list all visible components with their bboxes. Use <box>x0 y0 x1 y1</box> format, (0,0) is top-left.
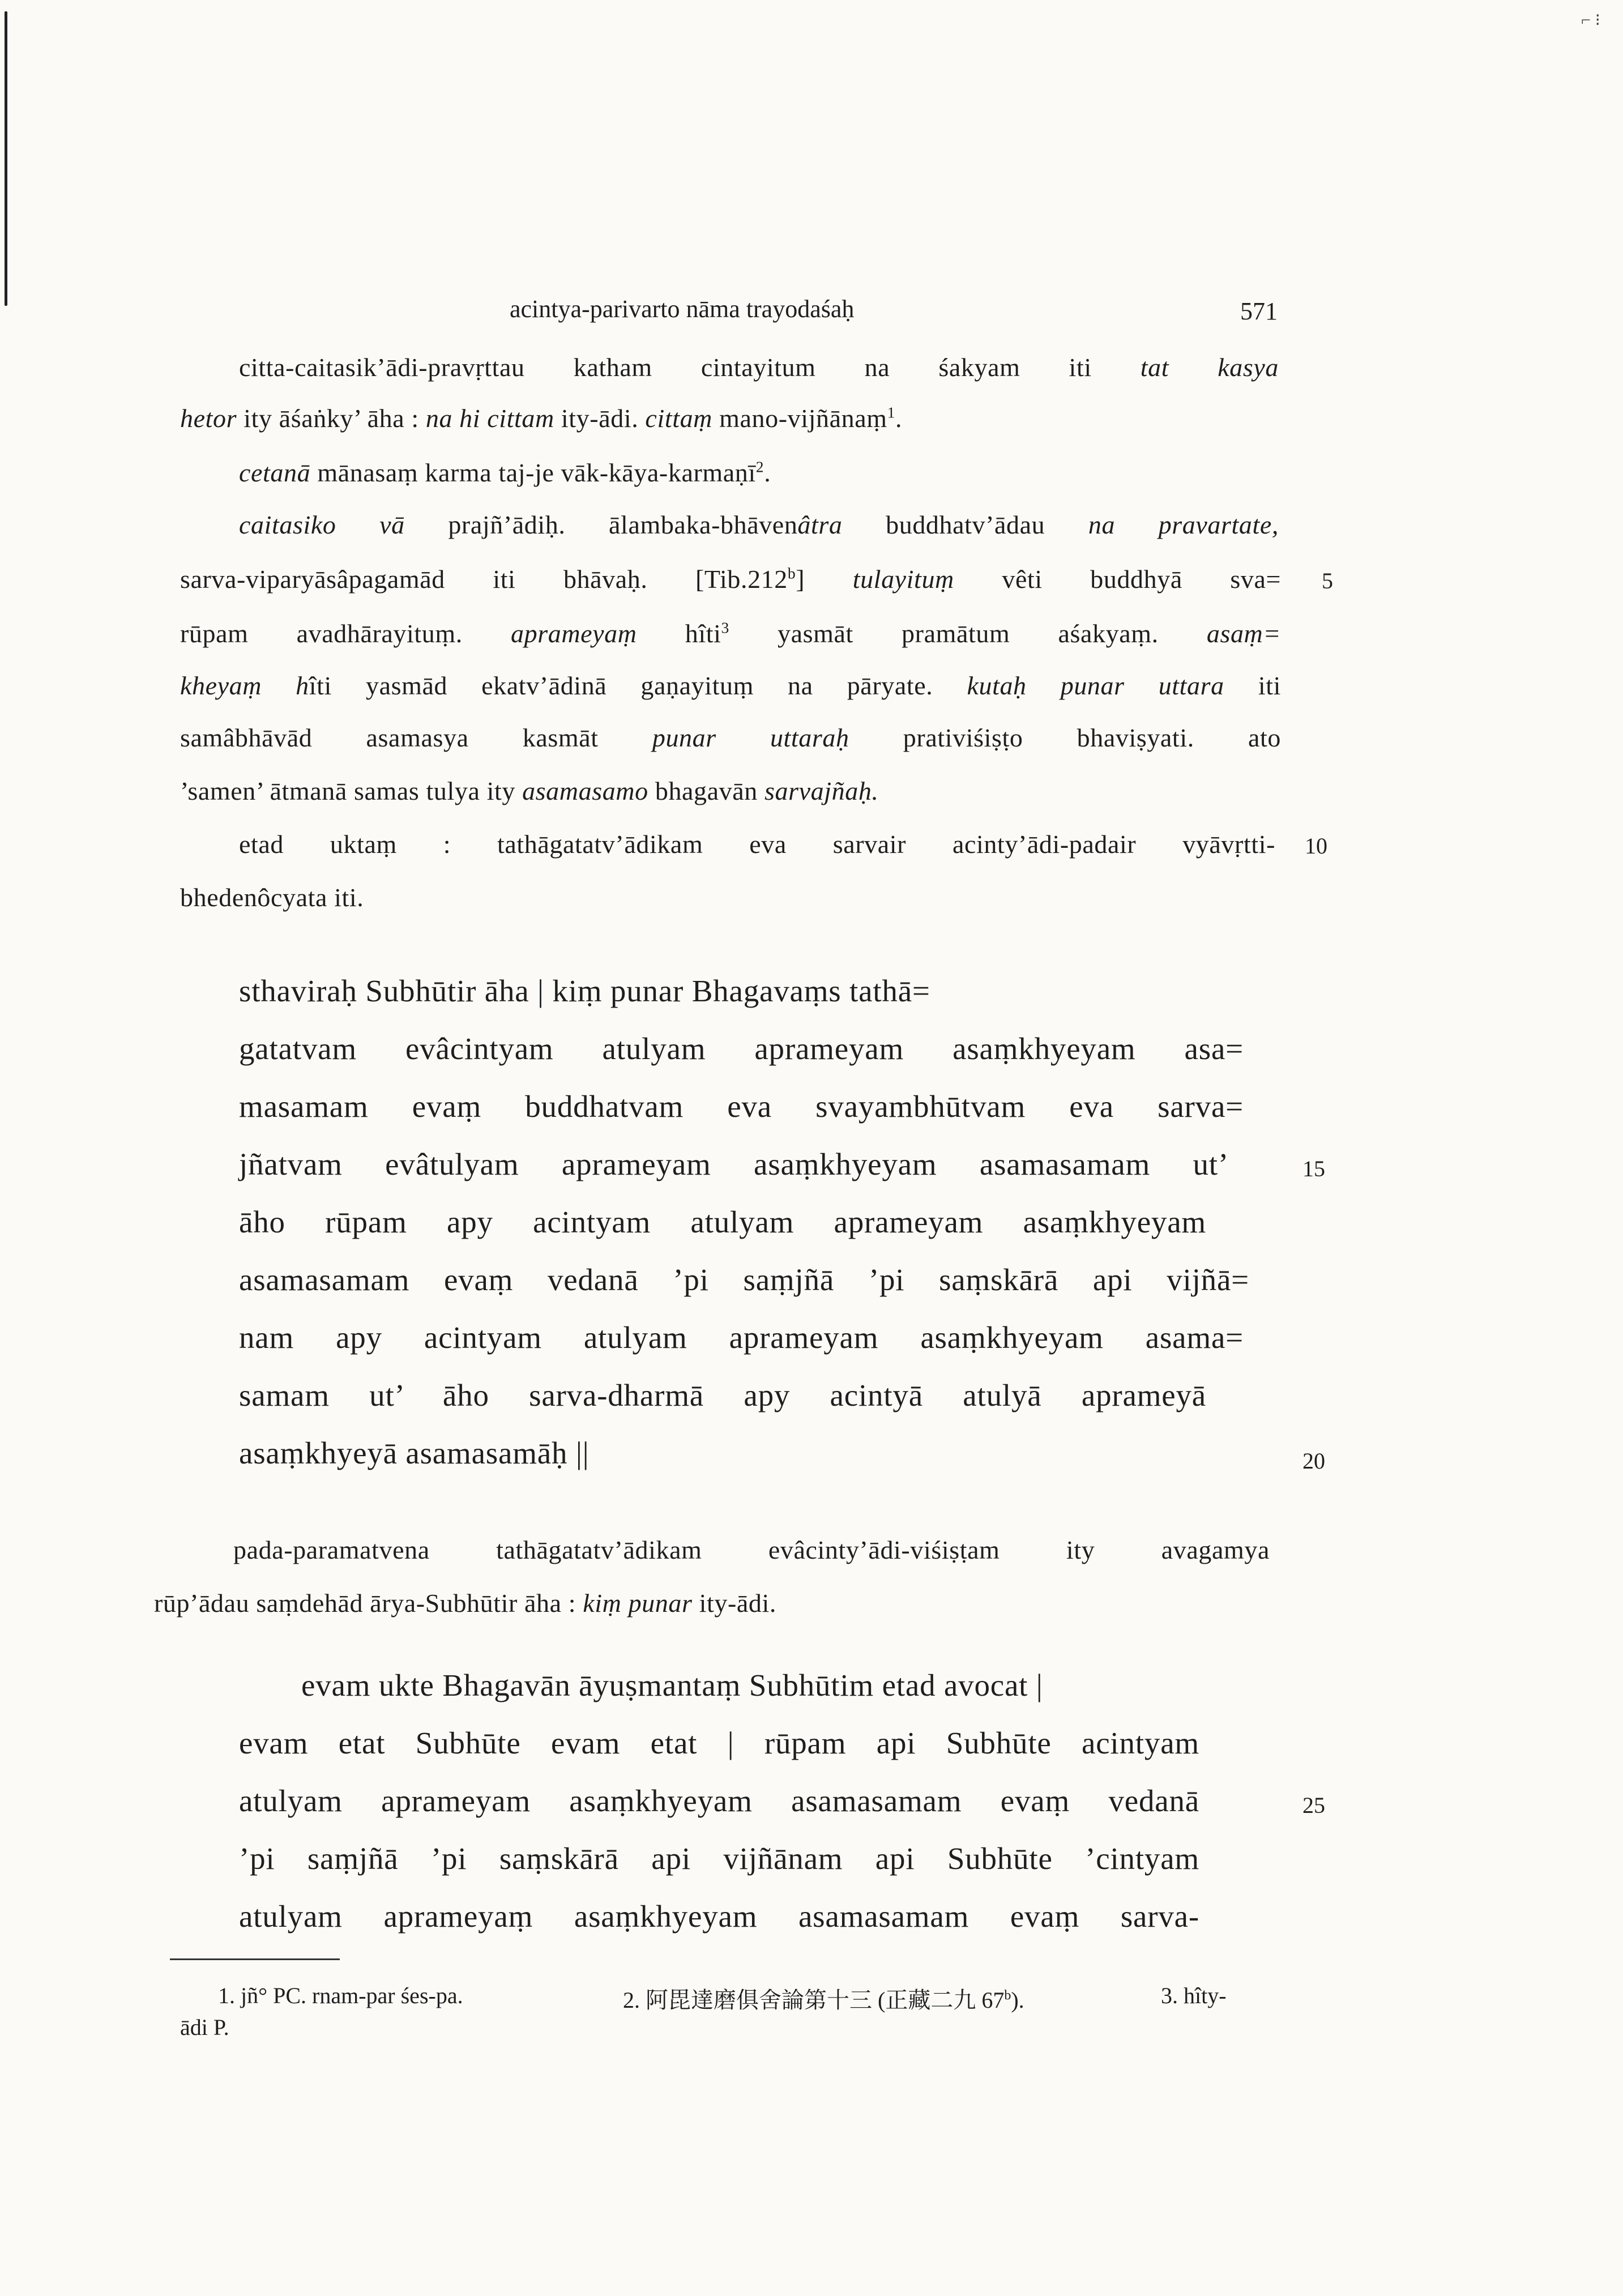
text-line: āho rūpam apy acintyam atulyam aprameyam asaṃkhyeyam <box>239 1205 1206 1239</box>
text-line: sthaviraḥ Subhūtir āha | kiṃ punar Bhagavaṃs tathā= <box>239 974 930 1008</box>
commentary-line: etad uktaṃ : tathāgatatv’ādikam eva sarvair acinty’ādi-padair vyāvṛtti- <box>239 830 1275 859</box>
commentary-line: citta-caitasik’ādi-pravṛttau katham cintayitum na śakyam iti tat kasya <box>239 353 1279 382</box>
commentary-line: rūp’ādau saṃdehād ārya-Subhūtir āha : kiṃ punar ity-ādi. <box>154 1589 776 1618</box>
commentary-line: sarva-viparyāsâpagamād iti bhāvaḥ. [Tib.212$^b$] tulayituṃ vêti buddhyā sva= <box>180 564 1282 594</box>
line-number: 25 <box>1302 1793 1325 1818</box>
commentary-line: rūpam avadhārayituṃ. aprameyaṃ hîti$^3$ yasmāt pramātum aśakyaṃ. asaṃ= <box>180 618 1282 648</box>
line-number: 15 <box>1302 1156 1325 1181</box>
commentary-line: ’samen’ ātmanā samas tulya ity asamasamo bhagavān sarvajñaḥ. <box>180 776 879 805</box>
footnote-3-continued: ādi P. <box>180 2015 229 2040</box>
text-line: ’pi saṃjñā ’pi saṃskārā api vijñānam api Subhūte ’cintyam <box>239 1841 1199 1876</box>
commentary-line: hetor ity āśaṅky’ āha : na hi cittam ity-ādi. cittaṃ mano-vijñānaṃ$^1$. <box>180 403 903 433</box>
footnote-rule <box>170 1958 340 1960</box>
commentary-line: samâbhāvād asamasya kasmāt punar uttaraḥ prativiśiṣṭo bhaviṣyati. ato <box>180 723 1281 752</box>
commentary-line: cetanā mānasaṃ karma taj-je vāk-kāya-karmaṇī$^2$. <box>239 458 771 487</box>
footnote-2: 2. 阿毘達磨俱舍論第十三 (正藏二九 67$^b$). <box>623 1987 1024 2013</box>
running-title: acintya-parivarto nāma trayodaśaḥ <box>510 295 855 323</box>
text-line: atulyam aprameyaṃ asaṃkhyeyam asamasamam evaṃ sarva- <box>239 1899 1199 1934</box>
footnote-1: 1. jñ° PC. rnam-par śes-pa. <box>218 1983 463 2008</box>
page-number: 571 <box>1240 297 1278 325</box>
text-line: samam ut’ āho sarva-dharmā apy acintyā atulyā aprameyā <box>239 1378 1206 1412</box>
commentary-line: kheyaṃ hîti yasmād ekatv’ādinā gaṇayituṃ na pāryate. kutaḥ punar uttara iti <box>180 671 1281 700</box>
text-line: nam apy acintyam atulyam aprameyam asaṃkhyeyam asama= <box>239 1320 1244 1355</box>
text-line: evam etat Subhūte evam etat | rūpam api Subhūte acintyam <box>239 1726 1199 1760</box>
line-number: 10 <box>1305 833 1327 859</box>
footnote-3: 3. hîty- <box>1161 1983 1227 2008</box>
commentary-line: pada-paramatvena tathāgatatv’ādikam evâcinty’ādi-viśiṣṭam ity avagamya <box>233 1535 1270 1564</box>
text-line: asaṃkhyeyā asamasamāḥ || <box>239 1436 590 1470</box>
text-line: masamam evaṃ buddhatvam eva svayambhūtvam eva sarva= <box>239 1089 1244 1124</box>
text-line: evam ukte Bhagavān āyuṣmantaṃ Subhūtim etad avocat | <box>301 1668 1043 1702</box>
line-number: 5 <box>1322 568 1333 594</box>
commentary-line: caitasiko vā prajñ’ādiḥ. ālambaka-bhāvenâtra buddhatv’ādau na pravartate, <box>239 510 1279 539</box>
commentary-line: bhedenôcyata iti. <box>180 883 364 912</box>
text-line: gatatvam evâcintyam atulyam aprameyam asaṃkhyeyam asa= <box>239 1031 1244 1066</box>
scan-edge-mark <box>5 11 7 306</box>
scan-corner-mark: ⌐ ⁝ <box>1581 11 1600 29</box>
text-line: asamasamam evaṃ vedanā ’pi saṃjñā ’pi saṃskārā api vijñā= <box>239 1262 1249 1297</box>
text-line: jñatvam evâtulyam aprameyam asaṃkhyeyam asamasamam ut’ <box>239 1147 1229 1181</box>
text-line: atulyam aprameyam asaṃkhyeyam asamasamam evaṃ vedanā <box>239 1783 1199 1818</box>
line-number: 20 <box>1302 1448 1325 1474</box>
